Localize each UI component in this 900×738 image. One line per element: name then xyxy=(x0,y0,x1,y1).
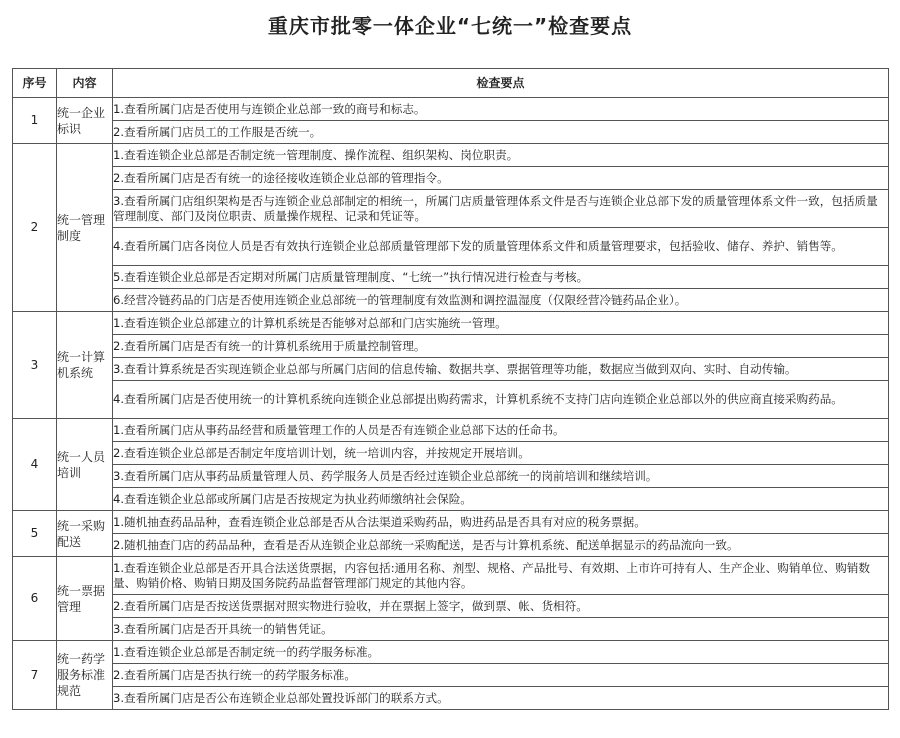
table-row xyxy=(13,641,889,664)
table-row xyxy=(13,488,889,511)
section-content: 统一药学服务标准规范 xyxy=(57,641,113,710)
check-item: 2.查看所属门店是否有统一的计算机系统用于质量控制管理。 xyxy=(113,335,889,358)
table-row xyxy=(13,511,889,534)
section-content: 统一票据管理 xyxy=(57,557,113,641)
check-item: 6.经营冷链药品的门店是否使用连锁企业总部统一的管理制度有效监测和调控温湿度（仅限经营冷链药品企业）。 xyxy=(113,289,889,312)
header-points: 检查要点 xyxy=(113,69,889,98)
check-item: 2.随机抽查门店的药品品种，查看是否从连锁企业总部统一采购配送，是否与计算机系统、配送单据显示的药品流向一致。 xyxy=(113,534,889,557)
check-item: 1.随机抽查药品品种，查看连锁企业总部是否从合法渠道采购药品，购进药品是否具有对应的税务票据。 xyxy=(113,511,889,534)
header-content: 内容 xyxy=(57,69,113,98)
table-row xyxy=(13,557,889,595)
table-row xyxy=(13,419,889,442)
header-row xyxy=(13,69,889,98)
section-content: 统一采购配送 xyxy=(57,511,113,557)
check-item: 4.查看所属门店是否使用统一的计算机系统向连锁企业总部提出购药需求，计算机系统不支持门店向连锁企业总部以外的供应商直接采购药品。 xyxy=(113,381,889,419)
table-row xyxy=(13,664,889,687)
page-title: 重庆市批零一体企业“七统一”检查要点 xyxy=(267,14,633,38)
checklist-table xyxy=(12,68,889,710)
table-row xyxy=(13,144,889,167)
header-seq: 序号 xyxy=(13,69,57,98)
check-item: 1.查看连锁企业总部建立的计算机系统是否能够对总部和门店实施统一管理。 xyxy=(113,312,889,335)
check-item: 2.查看连锁企业总部是否制定年度培训计划，统一培训内容，并按规定开展培训。 xyxy=(113,442,889,465)
table-row xyxy=(13,190,889,228)
check-item: 3.查看所属门店是否公布连锁企业总部处置投诉部门的联系方式。 xyxy=(113,687,889,710)
check-item: 5.查看连锁企业总部是否定期对所属门店质量管理制度、“七统一”执行情况进行检查与考核。 xyxy=(113,266,889,289)
table-row xyxy=(13,442,889,465)
section-seq: 2 xyxy=(13,144,57,312)
table-row xyxy=(13,381,889,419)
section-seq: 6 xyxy=(13,557,57,641)
section-seq: 4 xyxy=(13,419,57,511)
check-item: 3.查看计算系统是否实现连锁企业总部与所属门店间的信息传输、数据共享、票据管理等功能，数据应当做到双向、实时、自动传输。 xyxy=(113,358,889,381)
table-row xyxy=(13,121,889,144)
table-row xyxy=(13,335,889,358)
section-seq: 1 xyxy=(13,98,57,144)
check-item: 1.查看所属门店是否使用与连锁企业总部一致的商号和标志。 xyxy=(113,98,889,121)
table-row xyxy=(13,167,889,190)
table-row xyxy=(13,358,889,381)
table-row xyxy=(13,618,889,641)
section-content: 统一计算机系统 xyxy=(57,312,113,419)
check-item: 1.查看连锁企业总部是否制定统一管理制度、操作流程、组织架构、岗位职责。 xyxy=(113,144,889,167)
section-content: 统一管理制度 xyxy=(57,144,113,312)
check-item: 3.查看所属门店组织架构是否与连锁企业总部制定的相统一，所属门店质量管理体系文件是否与连锁企业总部下发的质量管理体系文件一致，包括质量管理制度、部门及岗位职责、质量操作规程、记录和凭证等。 xyxy=(113,190,889,228)
table-header xyxy=(13,69,889,98)
check-item: 3.查看所属门店是否开具统一的销售凭证。 xyxy=(113,618,889,641)
table-body xyxy=(13,98,889,710)
section-seq: 7 xyxy=(13,641,57,710)
check-item: 2.查看所属门店是否执行统一的药学服务标准。 xyxy=(113,664,889,687)
table-row xyxy=(13,687,889,710)
check-item: 1.查看连锁企业总部是否制定统一的药学服务标准。 xyxy=(113,641,889,664)
check-item: 2.查看所属门店是否有统一的途径接收连锁企业总部的管理指令。 xyxy=(113,167,889,190)
table-row xyxy=(13,289,889,312)
check-item: 3.查看所属门店从事药品质量管理人员、药学服务人员是否经过连锁企业总部统一的岗前培训和继续培训。 xyxy=(113,465,889,488)
check-item: 4.查看连锁企业总部或所属门店是否按规定为执业药师缴纳社会保险。 xyxy=(113,488,889,511)
table-row xyxy=(13,228,889,266)
section-content: 统一人员培训 xyxy=(57,419,113,511)
check-item: 1.查看所属门店从事药品经营和质量管理工作的人员是否有连锁企业总部下达的任命书。 xyxy=(113,419,889,442)
check-item: 4.查看所属门店各岗位人员是否有效执行连锁企业总部质量管理部下发的质量管理体系文件和质量管理要求，包括验收、储存、养护、销售等。 xyxy=(113,228,889,266)
table-row xyxy=(13,534,889,557)
table-row xyxy=(13,465,889,488)
table-row xyxy=(13,312,889,335)
table-row xyxy=(13,595,889,618)
check-item: 1.查看连锁企业总部是否开具合法送货票据，内容包括:通用名称、剂型、规格、产品批号、有效期、上市许可持有人、生产企业、购销单位、购销数量、购销价格、购销日期及国务院药品监督管理部门规定的其他内容。 xyxy=(113,557,889,595)
table-row xyxy=(13,98,889,121)
section-content: 统一企业标识 xyxy=(57,98,113,144)
section-seq: 3 xyxy=(13,312,57,419)
check-item: 2.查看所属门店是否按送货票据对照实物进行验收，并在票据上签字，做到票、帐、货相符。 xyxy=(113,595,889,618)
section-seq: 5 xyxy=(13,511,57,557)
table-row xyxy=(13,266,889,289)
check-item: 2.查看所属门店员工的工作服是否统一。 xyxy=(113,121,889,144)
